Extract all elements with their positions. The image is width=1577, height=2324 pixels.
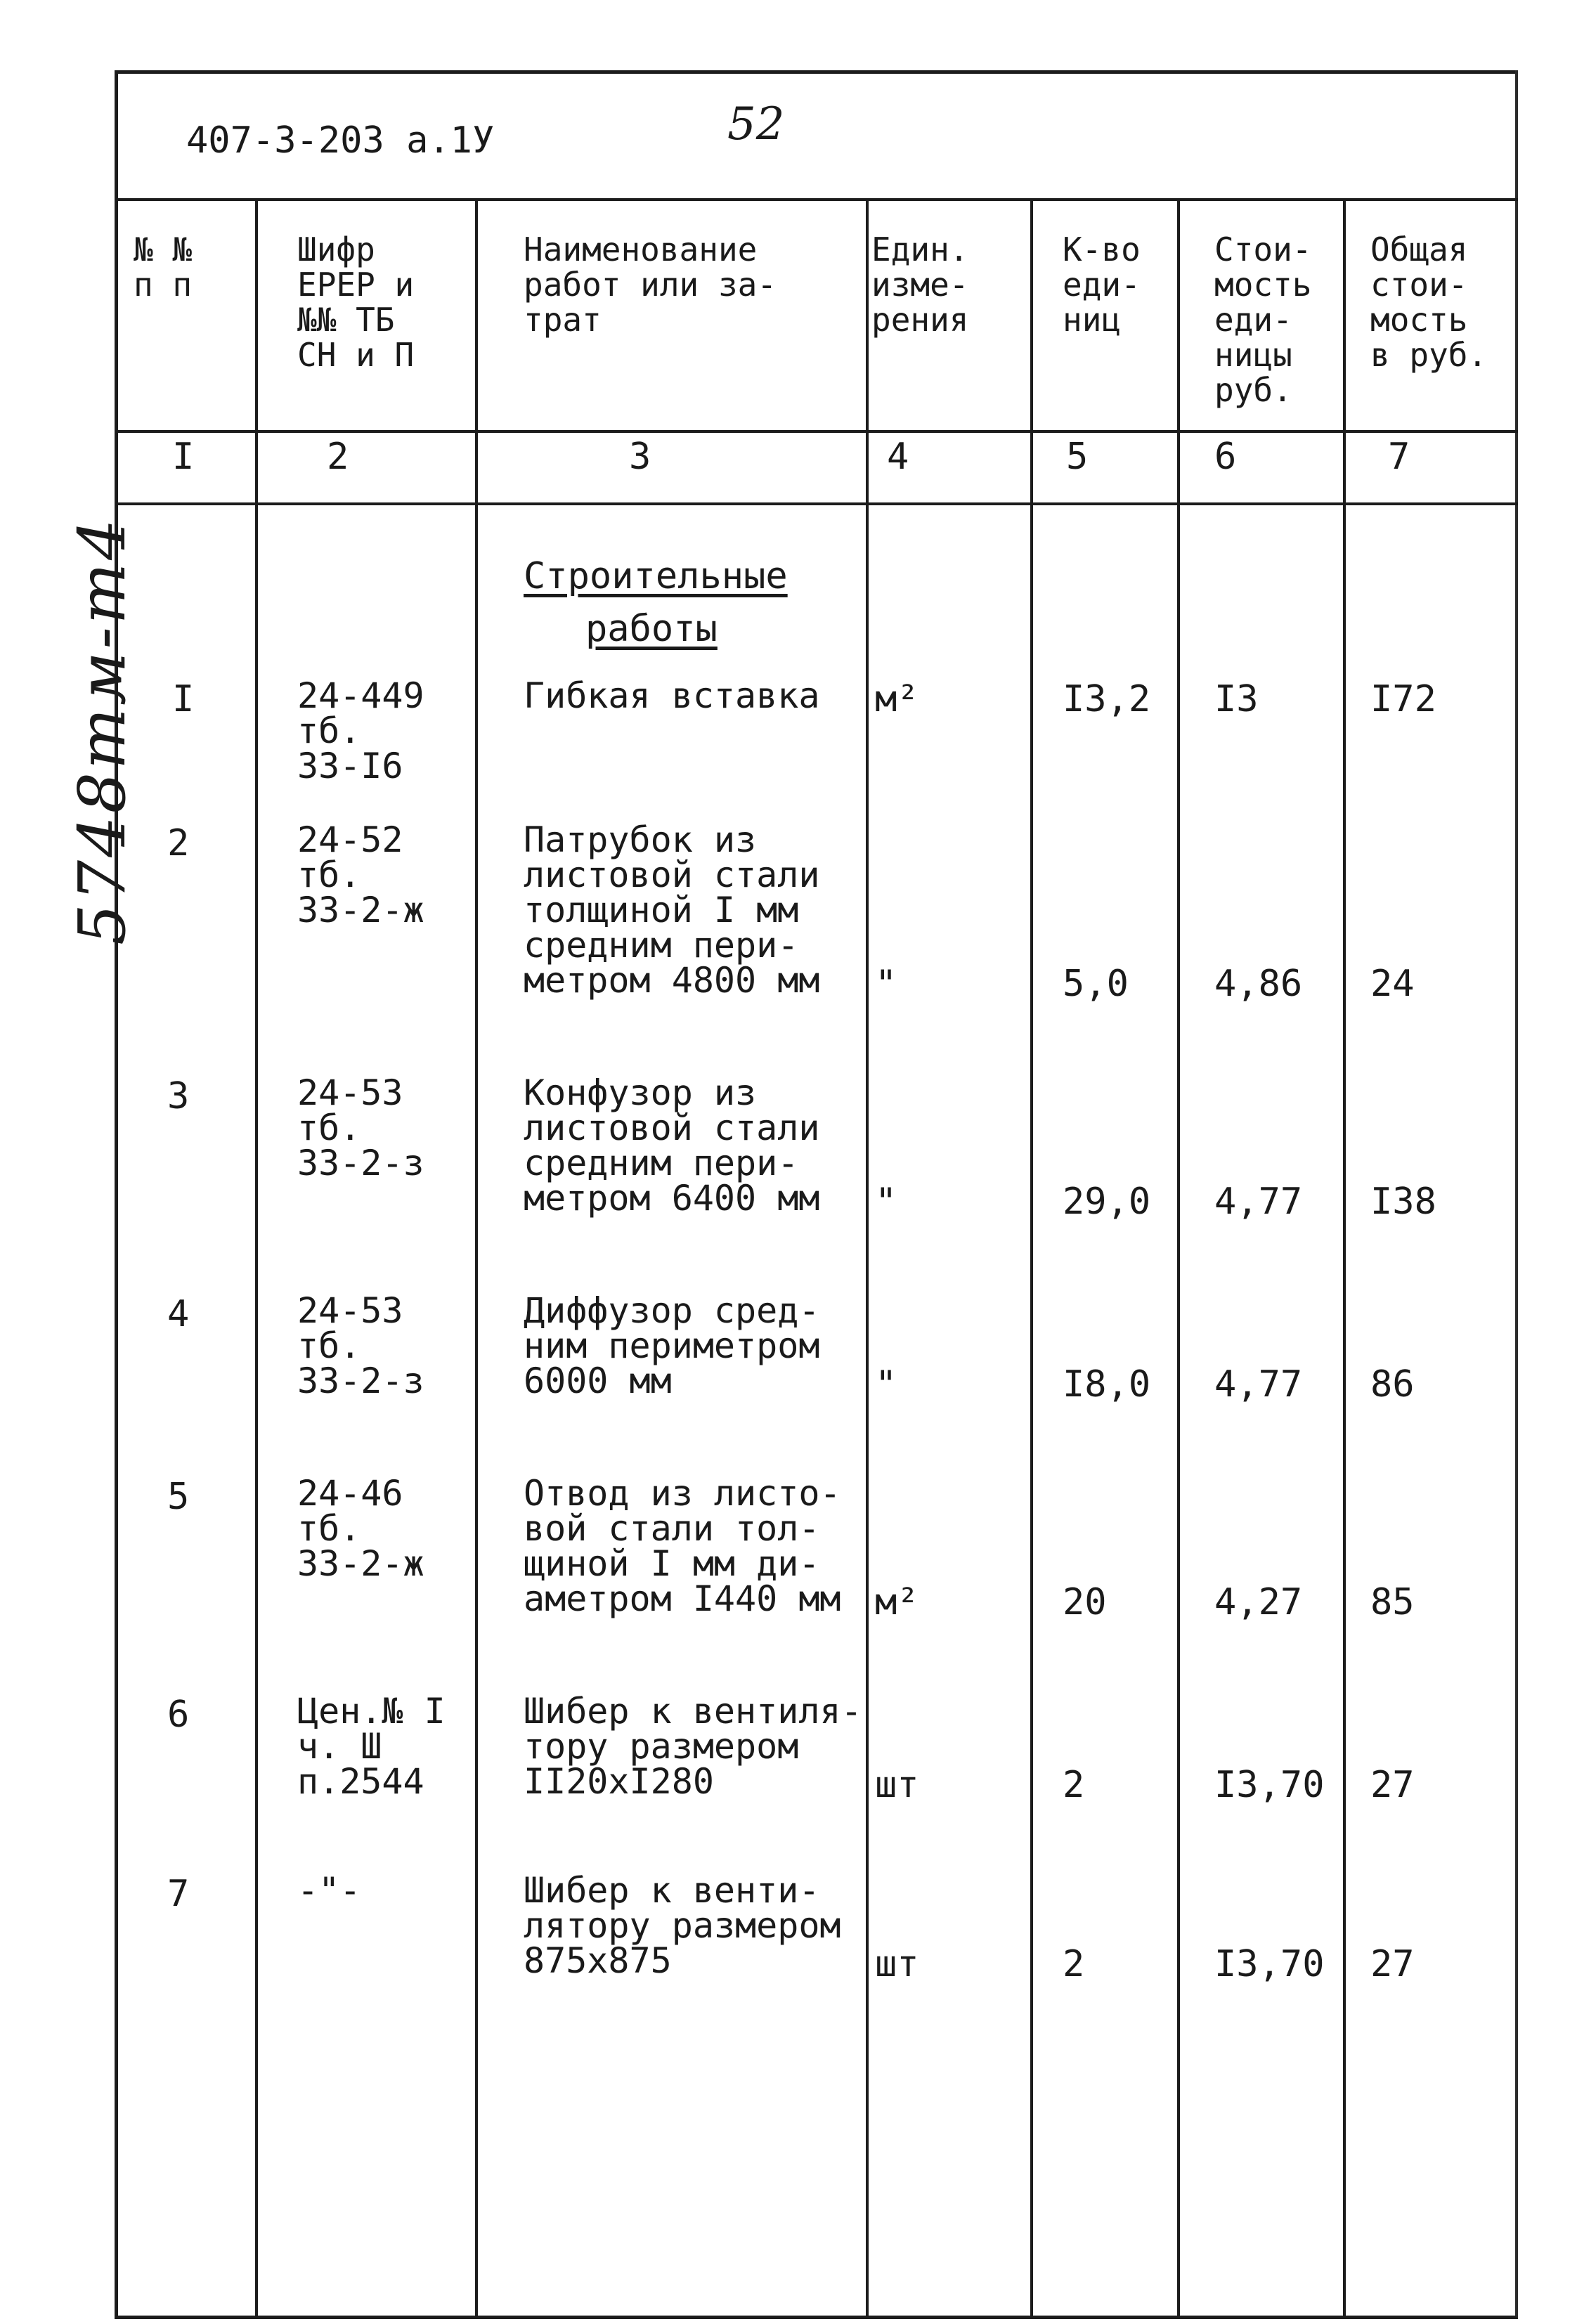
header-col6-line-1: Стои- [1214, 231, 1312, 268]
row-unit-price: I3 [1214, 678, 1259, 720]
row-code-line: 33-2-ж [297, 1543, 424, 1584]
header-col7-line-4: в руб. [1370, 336, 1488, 374]
row-quantity: I8,0 [1063, 1363, 1151, 1406]
row-unit-price: 4,77 [1214, 1363, 1303, 1406]
row-code-line: 33-2-ж [297, 890, 424, 930]
row-number: 7 [167, 1873, 190, 1915]
row-number: 4 [167, 1293, 190, 1335]
row-work-name-line: аметром I440 мм [524, 1578, 841, 1619]
row-unit-price: 4,27 [1214, 1581, 1303, 1623]
row-total: 24 [1370, 963, 1415, 1005]
header-col6-line-2: мость [1214, 266, 1312, 304]
header-col6-line-3: еди- [1214, 301, 1292, 339]
column-number-7: 7 [1388, 436, 1410, 478]
row-total: I72 [1370, 678, 1436, 720]
row-unit: м² [875, 1581, 919, 1623]
page-number: 52 [727, 98, 785, 150]
row-work-name-line: средним пери- [524, 1143, 799, 1183]
row-work-name-line: Конфузор из [524, 1072, 757, 1113]
row-work-name-line: ним периметром [524, 1325, 820, 1366]
row-unit: шт [875, 1943, 919, 1985]
header-col7-line-2: стои- [1370, 266, 1468, 304]
header-col3-line-2: работ или за- [524, 266, 777, 304]
header-col6-line-4: ницы [1214, 336, 1292, 374]
column-divider-3 [866, 198, 869, 2316]
row-number: 6 [167, 1694, 190, 1736]
row-work-name-line: Шибер к венти- [524, 1870, 820, 1911]
header-col3-line-1: Наименование [524, 231, 758, 268]
header-col2-line-3: №№ ТБ [297, 301, 395, 339]
row-unit: шт [875, 1764, 919, 1806]
row-code-line: 33-I6 [297, 746, 403, 786]
row-work-name-line: листовой стали [524, 855, 820, 895]
row-code-line: тб. [297, 1108, 361, 1148]
row-work-name-line: II20хI280 [524, 1761, 714, 1802]
row-code-line: 24-53 [297, 1290, 403, 1331]
header-col2-line-4: СН и П [297, 336, 415, 374]
row-quantity: I3,2 [1063, 678, 1151, 720]
row-work-name-line: 6000 мм [524, 1361, 672, 1401]
row-unit: " [875, 1363, 897, 1406]
column-number-5: 5 [1066, 436, 1089, 478]
row-work-name [524, 1691, 862, 1802]
column-divider-1 [255, 198, 258, 2316]
header-col4-line-2: изме- [871, 266, 969, 304]
row-total: 85 [1370, 1581, 1415, 1623]
column-number-1: I [172, 436, 195, 478]
row-number: 2 [167, 822, 190, 864]
row-total: 86 [1370, 1363, 1415, 1406]
row-work-name-line: Диффузор сред- [524, 1290, 820, 1331]
row-work-name-line: средним пери- [524, 925, 799, 966]
header-col7-line-3: мость [1370, 301, 1468, 339]
header-col5-line-3: ниц [1063, 301, 1122, 339]
column-divider-6 [1343, 198, 1346, 2316]
title-separator-line [115, 198, 1518, 201]
column-number-3: 3 [629, 436, 651, 478]
header-col4-line-3: рения [871, 301, 969, 339]
row-work-name-line: метром 6400 мм [524, 1178, 820, 1219]
header-col2-line-2: ЕРЕР и [297, 266, 415, 304]
header-col5-line-1: К-во [1063, 231, 1141, 268]
row-work-name-line: толщиной I мм [524, 890, 799, 930]
row-total: I38 [1370, 1181, 1436, 1223]
row-work-name [524, 1072, 820, 1219]
row-code [297, 1473, 424, 1584]
column-numbers-separator-line [115, 502, 1518, 505]
row-code-line: 24-52 [297, 819, 403, 860]
row-code-line: 33-2-з [297, 1361, 424, 1401]
row-work-name-line: лятору размером [524, 1905, 841, 1946]
column-number-4: 4 [887, 436, 909, 478]
header-col2-line-1: Шифр [297, 231, 375, 268]
row-work-name [524, 675, 820, 716]
header-col6-line-5: руб. [1214, 371, 1292, 409]
row-work-name-line: листовой стали [524, 1108, 820, 1148]
header-col3-line-3: трат [524, 301, 602, 339]
row-total: 27 [1370, 1764, 1415, 1806]
row-work-name-line: Патрубок из [524, 819, 757, 860]
row-code-line: 24-46 [297, 1473, 403, 1514]
row-unit: м² [875, 678, 919, 720]
row-work-name-line: 875х875 [524, 1940, 672, 1981]
header-col1-line-2: п п [134, 266, 193, 304]
row-code-line: тб. [297, 1325, 361, 1366]
header-col7-line-1: Общая [1370, 231, 1468, 268]
row-code-line: Цен.№ I [297, 1691, 446, 1732]
row-unit: " [875, 1181, 897, 1223]
row-code [297, 819, 424, 930]
row-code [297, 1290, 424, 1401]
column-number-2: 2 [327, 436, 349, 478]
row-work-name-line: тору размером [524, 1726, 799, 1767]
row-work-name [524, 1290, 820, 1401]
handwritten-side-note: 5748тм-т4 [65, 516, 140, 945]
row-unit-price: 4,77 [1214, 1181, 1303, 1223]
row-work-name [524, 1473, 841, 1619]
row-code-line: тб. [297, 1508, 361, 1549]
row-quantity: 29,0 [1063, 1181, 1151, 1223]
row-code [297, 1072, 424, 1183]
row-unit-price: I3,70 [1214, 1943, 1325, 1985]
row-unit-price: I3,70 [1214, 1764, 1325, 1806]
row-code-line: -"- [297, 1870, 361, 1911]
row-work-name [524, 819, 820, 1001]
row-quantity: 2 [1063, 1764, 1085, 1806]
row-work-name-line: Гибкая вставка [524, 675, 820, 716]
row-quantity: 2 [1063, 1943, 1085, 1985]
header-col4-line-1: Един. [871, 231, 969, 268]
row-code-line: 33-2-з [297, 1143, 424, 1183]
row-total: 27 [1370, 1943, 1415, 1985]
row-unit: " [875, 963, 897, 1005]
section-title-line-2: работы [585, 608, 718, 650]
column-number-6: 6 [1214, 436, 1237, 478]
row-work-name-line: метром 4800 мм [524, 960, 820, 1001]
column-divider-4 [1030, 198, 1033, 2316]
row-number: 5 [167, 1476, 190, 1518]
row-number: 3 [167, 1075, 190, 1117]
row-unit-price: 4,86 [1214, 963, 1303, 1005]
row-code-line: 24-53 [297, 1072, 403, 1113]
row-code-line: тб. [297, 710, 361, 751]
row-work-name-line: Шибер к вентиля- [524, 1691, 862, 1732]
row-work-name-line: Отвод из листо- [524, 1473, 841, 1514]
row-code [297, 1691, 446, 1802]
row-quantity: 20 [1063, 1581, 1107, 1623]
column-divider-5 [1177, 198, 1180, 2316]
row-number: I [172, 678, 195, 720]
row-work-name-line: щиной I мм ди- [524, 1543, 820, 1584]
header-col5-line-2: еди- [1063, 266, 1141, 304]
row-code-line: ч. Ш [297, 1726, 382, 1767]
document-code: 407-3-203 а.1У [186, 119, 495, 162]
row-code [297, 675, 424, 786]
row-quantity: 5,0 [1063, 963, 1129, 1005]
header-separator-line [115, 430, 1518, 433]
row-work-name-line: вой стали тол- [524, 1508, 820, 1549]
row-code-line: 24-449 [297, 675, 424, 716]
row-code [297, 1870, 361, 1911]
row-code-line: п.2544 [297, 1761, 424, 1802]
column-divider-2 [475, 198, 478, 2316]
section-title-line-1: Строительные [524, 555, 788, 597]
row-work-name [524, 1870, 841, 1981]
row-code-line: тб. [297, 855, 361, 895]
header-col1-line-1: № № [134, 231, 193, 268]
